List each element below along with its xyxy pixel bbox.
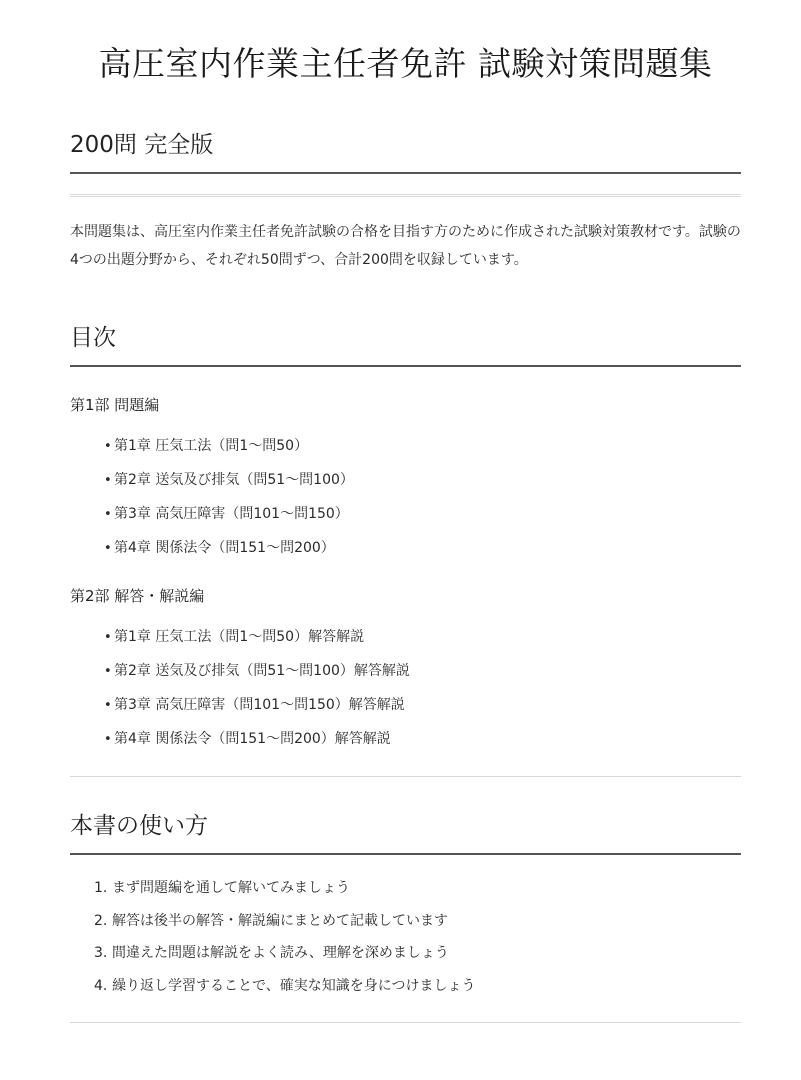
usage-step-number: 2. [94,912,108,929]
toc-chapter-label: 第2章 送気及び排気（問51～問100）解答解説 [114,663,410,679]
usage-step-text: まず問題編を通して解いてみましょう [112,880,350,896]
toc-part-title: 第1部 問題編 [70,396,160,414]
usage-step-item [94,872,741,905]
toc-chapter-label: 第4章 関係法令（問151～問200）解答解説 [114,731,391,747]
usage-section [70,810,741,1023]
edition-double-divider [70,194,741,197]
usage-step-text: 解答は後半の解答・解説編にまとめて記載しています [112,912,448,929]
bullet-icon: • [104,507,112,522]
usage-step-item [94,937,741,970]
toc-part-1 [70,394,741,565]
intro-paragraph: 本問題集は、高圧室内作業主任者免許試験の合格を目指す方のために作成された試験対策教材です。試験の4つの出題分野から、それぞれ50問ずつ、合計200問を収録しています。 [70,224,741,268]
toc-chapter-label: 第1章 圧気工法（問1～問50） [114,438,309,454]
toc-part-2 [70,585,741,756]
toc-chapter-item[interactable] [104,429,741,463]
bullet-icon: • [104,439,112,454]
usage-heading: 本書の使い方 [70,813,208,839]
toc-chapter-list [70,620,741,756]
edition-heading: 200問 完全版 [70,132,214,158]
bullet-icon: • [104,732,112,747]
usage-step-text: 繰り返し学習することで、確実な知識を身につけましょう [112,977,476,994]
document-title: 高圧室内作業主任者免許 試験対策問題集 [98,44,713,83]
usage-step-number: 1. [94,880,108,896]
bullet-icon: • [104,664,112,679]
usage-step-list [70,872,741,1002]
usage-step-number: 4. [94,977,108,994]
toc-heading-rule [70,365,741,367]
toc-chapter-item[interactable] [104,722,741,756]
toc-chapter-list [70,429,741,565]
toc-chapter-item[interactable] [104,654,741,688]
toc-chapter-item[interactable] [104,620,741,654]
usage-end-divider [70,1022,741,1023]
edition-section [70,129,741,197]
bullet-icon: • [104,698,112,713]
bullet-icon: • [104,473,112,488]
toc-chapter-label: 第3章 高気圧障害（問101～問150）解答解説 [114,697,405,713]
toc-part-title: 第2部 解答・解説編 [70,587,205,605]
toc-chapter-item[interactable] [104,463,741,497]
toc-chapter-item[interactable] [104,531,741,565]
toc-chapter-label: 第1章 圧気工法（問1～問50）解答解説 [114,629,365,645]
usage-step-item [94,970,741,1003]
bullet-icon: • [104,630,112,645]
usage-step-number: 3. [94,945,108,961]
usage-step-item [94,905,741,938]
toc-section [70,322,741,777]
toc-chapter-label: 第4章 関係法令（問151～問200） [114,540,335,556]
toc-chapter-item[interactable] [104,497,741,531]
bullet-icon: • [104,541,112,556]
toc-heading: 目次 [70,325,116,351]
usage-heading-rule [70,853,741,855]
toc-chapter-label: 第2章 送気及び排気（問51～問100） [114,472,354,488]
toc-chapter-label: 第3章 高気圧障害（問101～問150） [114,506,349,522]
usage-step-text: 間違えた問題は解説をよく読み、理解を深めましょう [112,945,449,961]
toc-chapter-item[interactable] [104,688,741,722]
toc-end-divider [70,776,741,777]
edition-heading-rule [70,172,741,174]
